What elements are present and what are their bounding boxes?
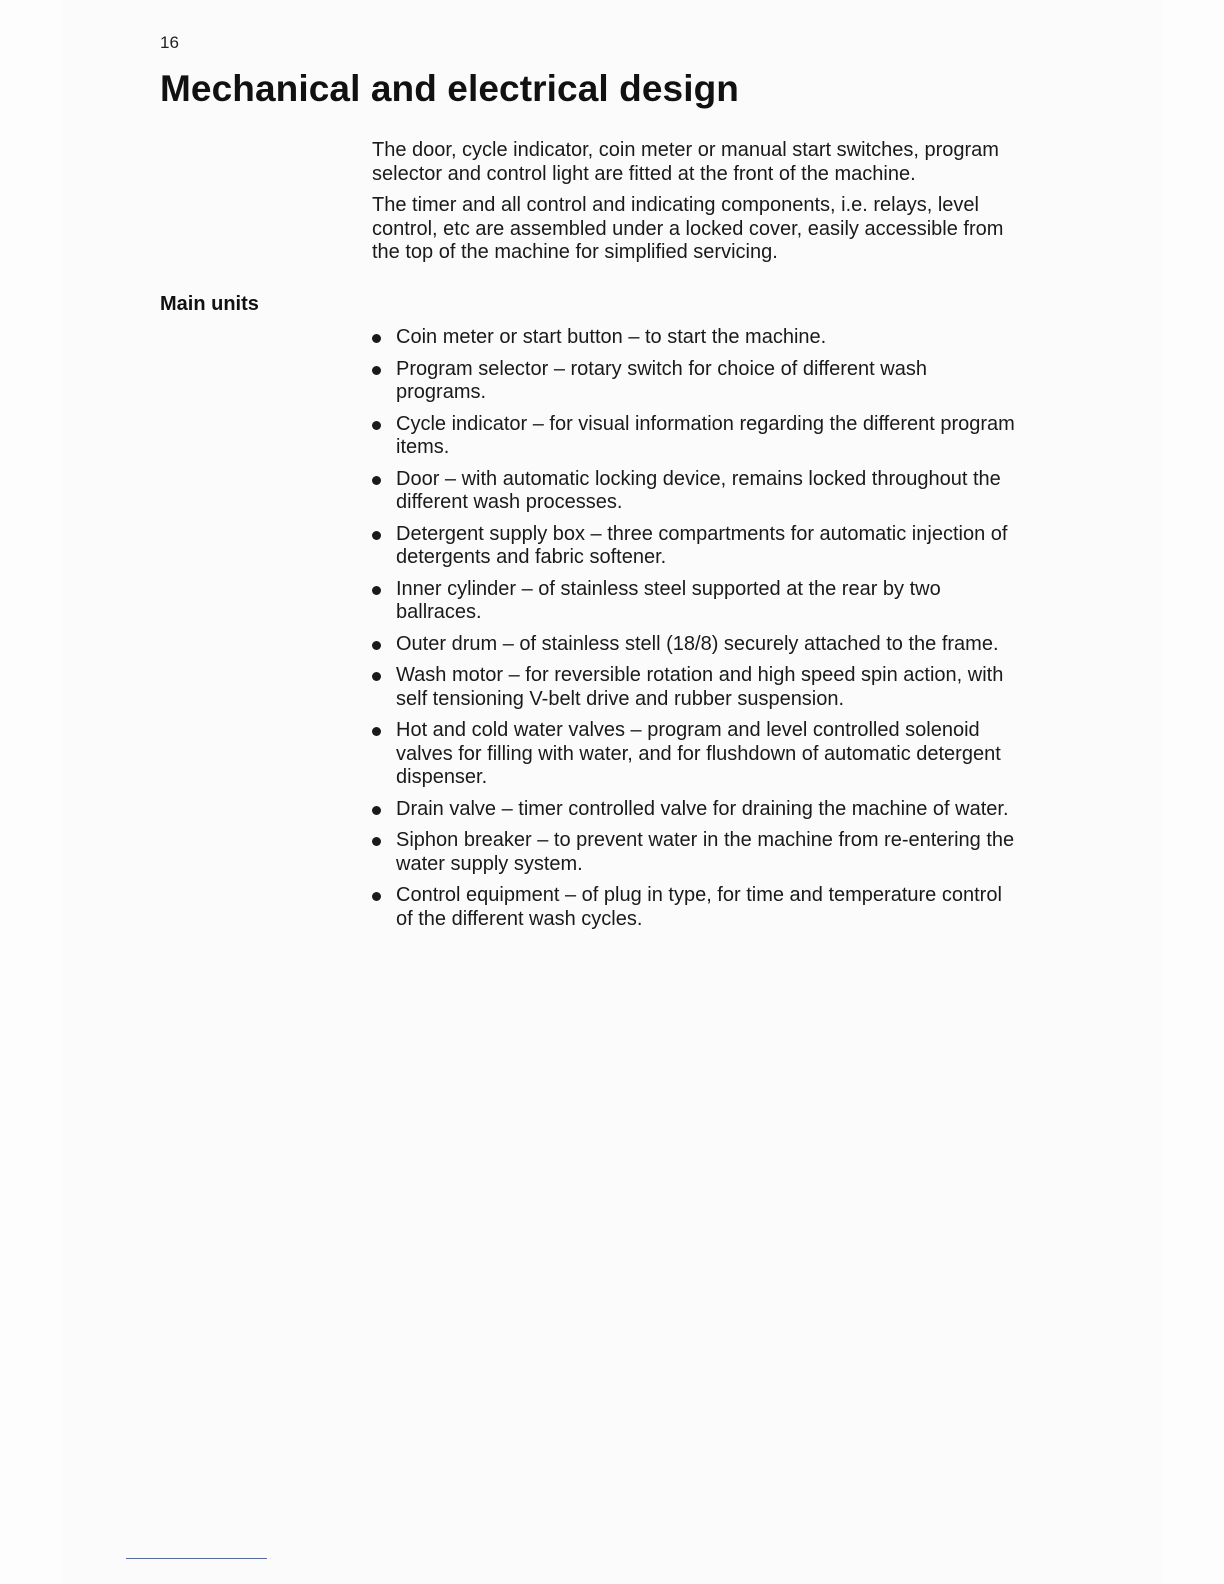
list-item-text: Hot and cold water valves – program and level controlled solenoid valves for filling with water, and for flushdown of automatic detergent dispenser.	[396, 719, 1001, 788]
list-item-text: Siphon breaker – to prevent water in the machine from re-entering the water supply system.	[396, 829, 1015, 875]
intro-paragraph: The door, cycle indicator, coin meter or manual start switches, program selector and control light are fitted at the front of the machine.	[372, 139, 999, 185]
page-number: 16	[160, 33, 179, 52]
main-units-list	[372, 326, 1022, 939]
list-item-text: Cycle indicator – for visual information regarding the different program items.	[396, 412, 1015, 458]
intro-text	[372, 139, 1022, 273]
bullet-icon	[372, 334, 381, 343]
list-item	[372, 523, 1022, 570]
list-item	[372, 798, 1022, 822]
bullet-icon	[372, 806, 381, 815]
list-item	[372, 829, 1022, 876]
list-item	[372, 633, 1022, 657]
list-item-text: Drain valve – timer controlled valve for draining the machine of water.	[396, 797, 1009, 820]
bullet-icon	[372, 892, 381, 901]
list-item	[372, 664, 1022, 711]
list-item	[372, 413, 1022, 460]
bullet-icon	[372, 837, 381, 846]
bullet-icon	[372, 641, 381, 650]
list-item	[372, 578, 1022, 625]
main-units-heading: Main units	[160, 293, 259, 315]
bullet-icon	[372, 476, 381, 485]
list-item-text: Outer drum – of stainless stell (18/8) securely attached to the frame.	[396, 632, 999, 655]
list-item-text: Door – with automatic locking device, remains locked throughout the different wash processes.	[396, 467, 1001, 513]
intro-paragraph: The timer and all control and indicating components, i.e. relays, level control, etc are assembled under a locked cover, easily accessible from the top of the machine for simplified servicing.	[372, 194, 1004, 263]
list-item	[372, 326, 1022, 350]
list-item-text: Control equipment – of plug in type, for time and temperature control of the different wash cycles.	[396, 884, 1002, 930]
list-item	[372, 884, 1022, 931]
page-title: Mechanical and electrical design	[160, 68, 739, 109]
bullet-icon	[372, 531, 381, 540]
list-item-text: Inner cylinder – of stainless steel supported at the rear by two ballraces.	[396, 577, 941, 623]
bullet-icon	[372, 672, 381, 681]
list-item-text: Coin meter or start button – to start the machine.	[396, 326, 827, 348]
list-item-text: Program selector – rotary switch for choice of different wash programs.	[396, 357, 927, 403]
list-item	[372, 468, 1022, 515]
footer-rule	[126, 1558, 267, 1559]
list-item-text: Detergent supply box – three compartments for automatic injection of detergents and fabric softener.	[396, 522, 1008, 568]
bullet-icon	[372, 586, 381, 595]
list-item	[372, 358, 1022, 405]
list-item	[372, 719, 1022, 790]
bullet-icon	[372, 366, 381, 375]
bullet-icon	[372, 421, 381, 430]
bullet-icon	[372, 727, 381, 736]
list-item-text: Wash motor – for reversible rotation and high speed spin action, with self tensioning V-belt drive and rubber suspension.	[396, 664, 1004, 710]
